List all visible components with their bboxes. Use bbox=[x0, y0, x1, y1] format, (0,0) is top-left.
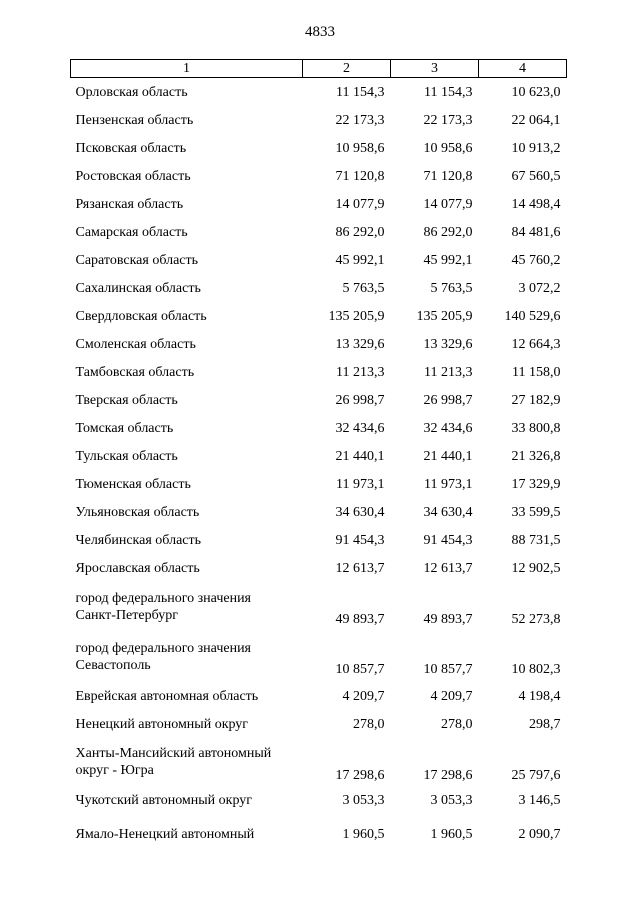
value-col-2: 3 053,3 bbox=[342, 792, 385, 808]
table-row bbox=[71, 632, 567, 682]
value-col-3: 278,0 bbox=[441, 716, 473, 732]
region-name-line: Санкт-Петербург bbox=[75, 608, 178, 623]
value-col-3: 26 998,7 bbox=[423, 392, 473, 408]
value-col-4: 10 802,3 bbox=[511, 662, 561, 677]
value-col-2: 5 763,5 bbox=[342, 280, 385, 296]
value-col-3: 10 857,7 bbox=[423, 662, 473, 677]
value-col-2: 14 077,9 bbox=[335, 196, 385, 212]
value-col-3: 1 960,5 bbox=[430, 827, 473, 842]
table-row bbox=[71, 442, 567, 470]
value-col-4: 21 326,8 bbox=[511, 448, 561, 464]
value-col-4: 88 731,5 bbox=[511, 532, 561, 548]
value-col-3: 11 154,3 bbox=[424, 84, 473, 100]
value-col-2: 45 992,1 bbox=[335, 252, 385, 268]
table-row bbox=[71, 218, 567, 246]
value-col-4: 25 797,6 bbox=[511, 768, 561, 783]
table-row bbox=[71, 710, 567, 738]
table-row bbox=[71, 330, 567, 358]
value-col-3: 21 440,1 bbox=[423, 448, 473, 464]
column-header-4: 4 bbox=[479, 60, 567, 78]
value-col-4: 298,7 bbox=[529, 716, 561, 732]
value-col-4: 84 481,6 bbox=[511, 224, 561, 240]
value-col-4: 12 664,3 bbox=[511, 336, 561, 352]
value-col-4: 4 198,4 bbox=[518, 688, 561, 704]
value-col-3: 32 434,6 bbox=[423, 420, 473, 436]
region-name: Сахалинская область bbox=[75, 280, 201, 296]
region-name: Саратовская область bbox=[75, 252, 199, 268]
table-row bbox=[71, 134, 567, 162]
value-col-4: 67 560,5 bbox=[511, 168, 561, 184]
region-name: Орловская область bbox=[75, 84, 188, 100]
value-col-4: 33 800,8 bbox=[511, 420, 561, 436]
value-col-2: 32 434,6 bbox=[335, 420, 385, 436]
value-col-3: 10 958,6 bbox=[423, 140, 473, 156]
region-name: Тамбовская область bbox=[75, 364, 195, 380]
column-header-3: 3 bbox=[391, 60, 479, 78]
value-col-4: 10 913,2 bbox=[511, 140, 561, 156]
value-col-2: 12 613,7 bbox=[335, 560, 385, 576]
value-col-2: 10 958,6 bbox=[335, 140, 385, 156]
value-col-2: 11 973,1 bbox=[336, 476, 385, 492]
value-col-2: 26 998,7 bbox=[335, 392, 385, 408]
page-number: 4833 bbox=[305, 24, 335, 40]
region-name-line: город федерального значения bbox=[75, 641, 251, 656]
region-name: Рязанская область bbox=[75, 196, 184, 212]
region-name-line: город федерального значения bbox=[75, 591, 251, 606]
value-col-2: 11 154,3 bbox=[336, 84, 385, 100]
value-col-4: 10 623,0 bbox=[511, 84, 561, 100]
region-name: Смоленская область bbox=[75, 336, 196, 352]
value-col-3: 71 120,8 bbox=[423, 168, 473, 184]
region-name: Ярославская область bbox=[75, 560, 200, 576]
value-col-4: 27 182,9 bbox=[511, 392, 561, 408]
region-name: Ульяновская область bbox=[75, 504, 200, 520]
table-row bbox=[71, 246, 567, 274]
region-name: Ростовская область bbox=[75, 168, 191, 184]
value-col-3: 34 630,4 bbox=[423, 504, 473, 520]
column-header-1: 1 bbox=[71, 60, 303, 78]
region-name-line: округ - Югра bbox=[75, 763, 154, 778]
value-col-2: 11 213,3 bbox=[336, 364, 385, 380]
region-name-line: Ханты-Мансийский автономный bbox=[75, 746, 272, 761]
value-col-3: 12 613,7 bbox=[423, 560, 473, 576]
value-col-4: 3 146,5 bbox=[518, 792, 561, 808]
table-row bbox=[71, 190, 567, 218]
value-col-4: 22 064,1 bbox=[511, 112, 561, 128]
value-col-4: 2 090,7 bbox=[518, 827, 561, 842]
region-name bbox=[71, 632, 303, 682]
table-row bbox=[71, 470, 567, 498]
value-col-3: 11 213,3 bbox=[424, 364, 473, 380]
value-col-3: 11 973,1 bbox=[424, 476, 473, 492]
value-col-2: 21 440,1 bbox=[335, 448, 385, 464]
region-name: Тульская область bbox=[75, 448, 178, 464]
value-col-4: 52 273,8 bbox=[511, 612, 561, 627]
table-row bbox=[71, 386, 567, 414]
data-table bbox=[70, 59, 567, 850]
value-col-2: 71 120,8 bbox=[335, 168, 385, 184]
value-col-3: 49 893,7 bbox=[423, 612, 473, 627]
region-name: Пензенская область bbox=[75, 112, 194, 128]
column-header-2: 2 bbox=[303, 60, 391, 78]
region-name: Ямало-Ненецкий автономный bbox=[75, 827, 255, 842]
header-row bbox=[71, 60, 567, 78]
value-col-3: 135 205,9 bbox=[416, 308, 473, 324]
value-col-2: 135 205,9 bbox=[328, 308, 385, 324]
value-col-2: 278,0 bbox=[353, 716, 385, 732]
table-row bbox=[71, 162, 567, 190]
region-name: Томская область bbox=[75, 420, 174, 436]
table-row bbox=[71, 786, 567, 814]
table-row bbox=[71, 814, 567, 850]
value-col-3: 3 053,3 bbox=[430, 792, 473, 808]
table-body bbox=[71, 78, 567, 851]
value-col-3: 22 173,3 bbox=[423, 112, 473, 128]
value-col-3: 5 763,5 bbox=[430, 280, 473, 296]
table-row bbox=[71, 582, 567, 632]
value-col-4: 11 158,0 bbox=[512, 364, 561, 380]
value-col-2: 10 857,7 bbox=[335, 662, 385, 677]
value-col-4: 12 902,5 bbox=[511, 560, 561, 576]
value-col-2: 17 298,6 bbox=[335, 768, 385, 783]
table-row bbox=[71, 78, 567, 107]
value-col-4: 3 072,2 bbox=[518, 280, 561, 296]
value-col-3: 14 077,9 bbox=[423, 196, 473, 212]
value-col-2: 4 209,7 bbox=[342, 688, 385, 704]
value-col-2: 34 630,4 bbox=[335, 504, 385, 520]
region-name: Ненецкий автономный округ bbox=[75, 716, 249, 732]
value-col-2: 13 329,6 bbox=[335, 336, 385, 352]
table-row bbox=[71, 738, 567, 786]
region-name: Челябинская область bbox=[75, 532, 201, 548]
value-col-3: 17 298,6 bbox=[423, 768, 473, 783]
table-row bbox=[71, 498, 567, 526]
table-row bbox=[71, 302, 567, 330]
value-col-2: 86 292,0 bbox=[335, 224, 385, 240]
value-col-4: 140 529,6 bbox=[504, 308, 561, 324]
value-col-3: 45 992,1 bbox=[423, 252, 473, 268]
value-col-2: 49 893,7 bbox=[335, 612, 385, 627]
value-col-3: 4 209,7 bbox=[430, 688, 473, 704]
value-col-2: 91 454,3 bbox=[335, 532, 385, 548]
region-name bbox=[71, 582, 303, 632]
region-name bbox=[71, 738, 303, 786]
value-col-4: 33 599,5 bbox=[511, 504, 561, 520]
region-name: Самарская область bbox=[75, 224, 188, 240]
table-row bbox=[71, 358, 567, 386]
table-header bbox=[71, 60, 567, 78]
region-name: Псковская область bbox=[75, 140, 187, 156]
value-col-2: 22 173,3 bbox=[335, 112, 385, 128]
table-row bbox=[71, 526, 567, 554]
table-row bbox=[71, 554, 567, 582]
region-name: Тюменская область bbox=[75, 476, 191, 492]
value-col-4: 17 329,9 bbox=[511, 476, 561, 492]
value-col-4: 14 498,4 bbox=[511, 196, 561, 212]
value-col-2: 1 960,5 bbox=[342, 827, 385, 842]
value-col-3: 86 292,0 bbox=[423, 224, 473, 240]
value-col-4: 45 760,2 bbox=[511, 252, 561, 268]
region-name: Еврейская автономная область bbox=[75, 688, 259, 704]
table-row bbox=[71, 274, 567, 302]
region-name: Чукотский автономный округ bbox=[75, 792, 253, 808]
value-col-3: 91 454,3 bbox=[423, 532, 473, 548]
table-row bbox=[71, 106, 567, 134]
region-name: Тверская область bbox=[75, 392, 178, 408]
region-name-line: Севастополь bbox=[75, 658, 151, 673]
region-name: Свердловская область bbox=[75, 308, 207, 324]
value-col-3: 13 329,6 bbox=[423, 336, 473, 352]
table-row bbox=[71, 682, 567, 710]
table-row bbox=[71, 414, 567, 442]
